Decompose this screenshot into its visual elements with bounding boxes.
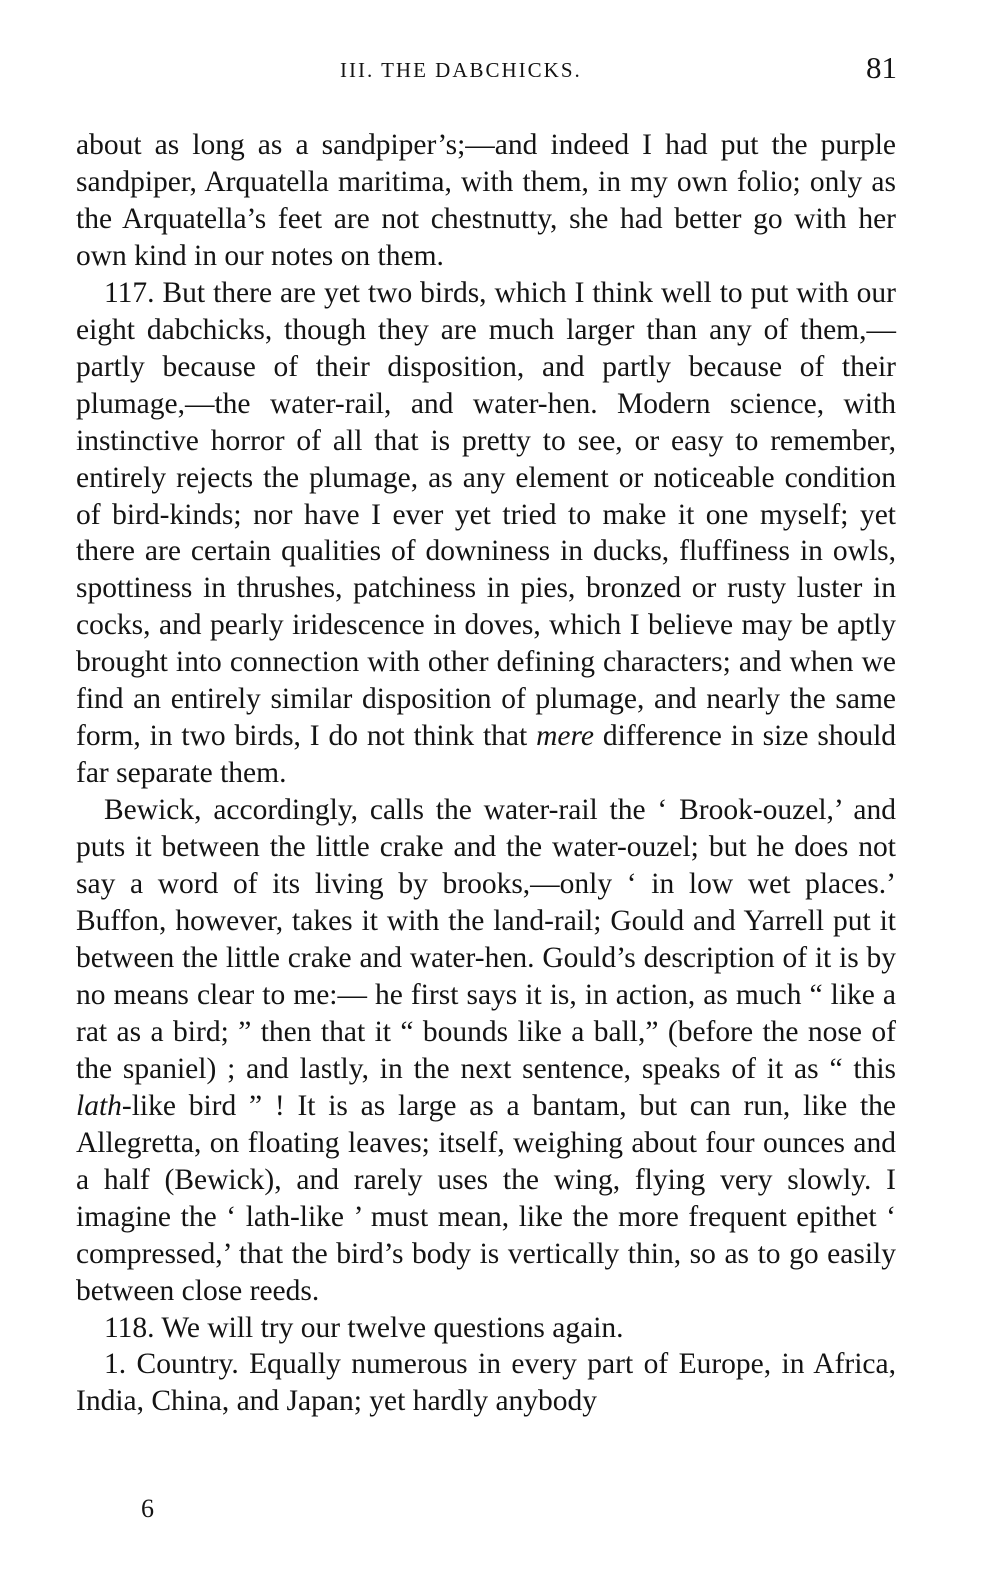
paragraph-117 bbox=[76, 275, 896, 792]
page-number: 81 bbox=[866, 50, 897, 85]
paragraph-bewick-end: -like bird ” ! It is as large as a bantam, but can run, like the Allegretta, on floating leaves; itself, weighing about four ounces and a half (Bewick), and rarely uses the wing, flying very slowly. I imagine the ‘ lath-like ’ must mean, like the more frequent epithet ‘ compressed,’ that the bird’s body is vertically thin, so as to go easily between close reeds. bbox=[76, 1089, 896, 1307]
signature-mark: 6 bbox=[141, 1494, 154, 1523]
emphasis-lath: lath bbox=[76, 1089, 122, 1122]
paragraph-question-1: 1. Country. Equally numerous in every part of Europe, in Africa, India, China, and Japan; yet hardly anybody bbox=[76, 1348, 896, 1418]
paragraph-bewick bbox=[76, 792, 896, 1309]
body-text bbox=[76, 127, 896, 1420]
paragraph-continued: about as long as a sandpiper’s;—and indeed I had put the purple sandpiper, Arquatella maritima, with them, in my own folio; only as the Arquatella’s feet are not chestnutty, she had better go with her own kind in our notes on them. bbox=[76, 129, 896, 272]
paragraph-117-end: difference in size should far separate them. bbox=[76, 720, 897, 790]
paragraph-bewick-text: Bewick, accordingly, calls the water-rail the ‘ Brook-ouzel,’ and puts it between the little crake and the water-ouzel; but he does not say a word of its living by brooks,—only ‘ in low wet places.’ Buffon, however, takes it with the land-rail; Gould and Yarrell put it between the little crake and water-hen. Gould’s description of it is by no means clear to me:— he first says it is, in action, as much “ like a rat as a bird; ” then that it “ bounds like a ball,” (before the nose of the spaniel) ; and lastly, in the next sentence, speaks of it as “ this bbox=[76, 794, 896, 1085]
paragraph-118: 118. We will try our twelve questions again. bbox=[104, 1311, 624, 1344]
emphasis-mere: mere bbox=[536, 720, 594, 753]
running-title: III. THE DABCHICKS. bbox=[340, 58, 582, 82]
paragraph-117-text: 117. But there are yet two birds, which I think well to put with our eight dabchicks, though they are much larger than any of them,—partly because of their disposition, and partly because of their plumage,—the water-rail, and water-hen. Modern science, with instinctive horror of all that is pretty to see, or easy to remember, entirely rejects the plumage, as any element or noticeable condition of bird-kinds; nor have I ever yet tried to make it one myself; yet there are certain qualities of downiness in ducks, fluffiness in owls, spottiness in thrushes, patchiness in pies, bronzed or rusty luster in cocks, and pearly iridescence in doves, which I believe may be aptly brought into connection with other defining characters; and when we find an entirely similar disposition of plumage, and nearly the same form, in two birds, I do not think that bbox=[76, 276, 896, 753]
